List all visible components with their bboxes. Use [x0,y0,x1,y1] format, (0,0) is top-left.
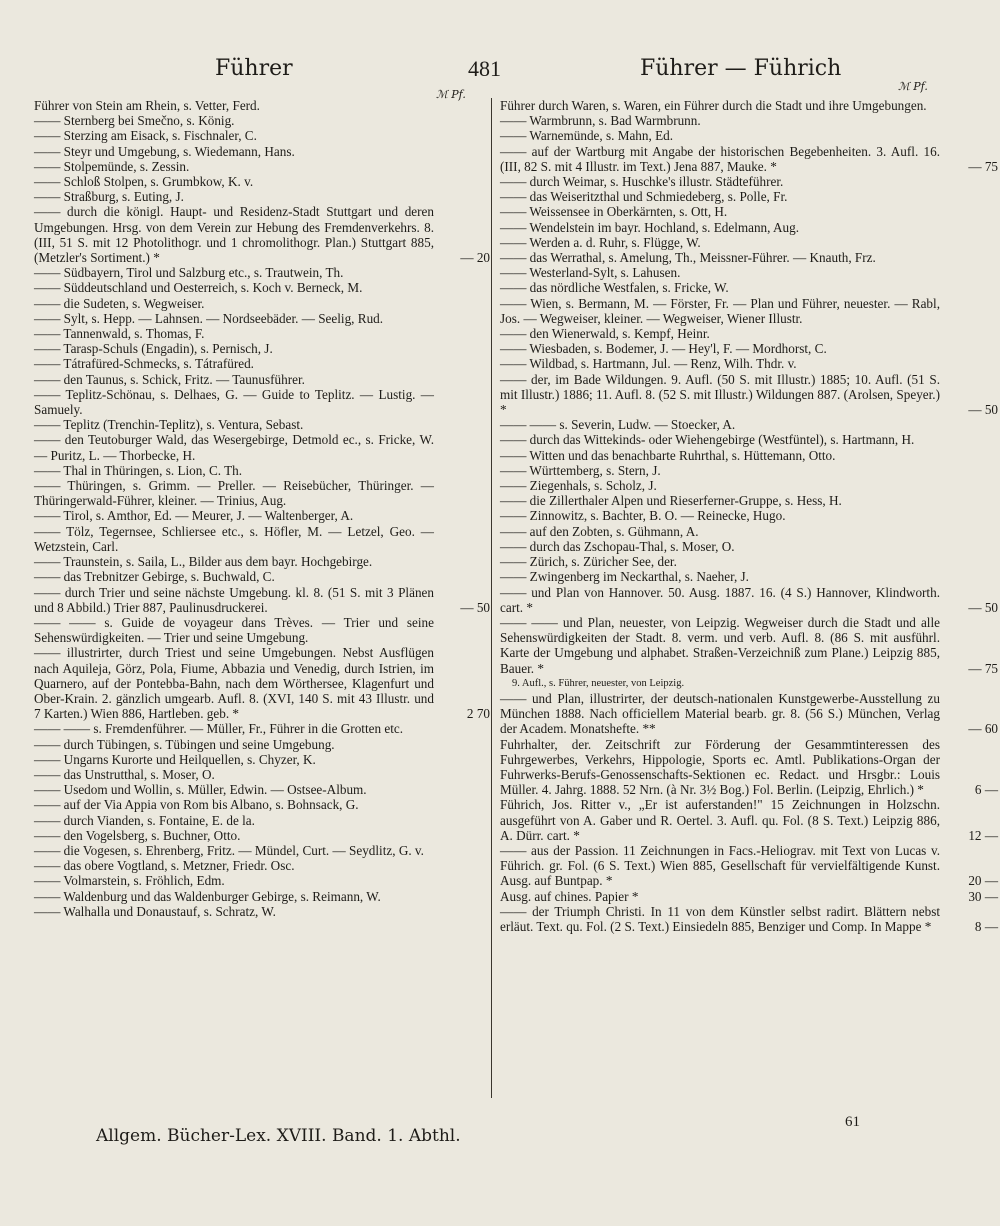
left-column [34,98,490,919]
column-divider [491,98,492,1098]
entry-text: —— Waldenburg und das Waldenburger Gebirge, s. Reimann, W. [34,888,381,904]
catalog-entry [34,417,490,432]
catalog-entry [34,98,490,113]
entry-text: —— auf den Zobten, s. Gühmann, A. [500,523,699,539]
catalog-entry [500,569,940,584]
entry-text: —— illustrirter, durch Triest und seine Umgebungen. Nebst Ausflügen nach Aquileja, Görz, Pola, Fiume, Abbazia und Venedig, durch Istrien, im Quarnero, auf der Pontebba-Bahn, nach dem Wörthersee, Klagenfurt und Ober-Krain. 2. gänzlich umgearb. Aufl. 8. (XVI, 140 S. mit 43 Illustr. und 7 Karten.) Wien 886, Hartleben. geb. * [34,645,434,722]
entry-price: — 50 [968,402,998,418]
entry-price: — 75 [968,660,998,676]
catalog-entry [500,448,940,463]
entry-text: —— Tarasp-Schuls (Engadin), s. Pernisch, J. [34,341,273,357]
entry-text: —— —— s. Guide de voyageur dans Trèves. — Trier und seine Sehenswürdigkeiten. — Trier und seine Umgebung. [34,614,434,646]
entry-text: —— durch die königl. Haupt- und Residenz-Stadt Stuttgart und deren Umgebungen. Hrsg. von dem Verein zur Hebung des Fremdenverkehrs. 8. (III, 51 S. mit 12 Photolithogr. und 1 chromolithogr. Plan.) Stuttgart 885, (Metzler's Sortiment.) * [34,204,434,266]
currency-label-left: ℳ Pf. [436,88,466,101]
entry-text: —— aus der Passion. 11 Zeichnungen in Facs.-Heliograv. mit Text von Lucas v. Führich. gr. Fol. (6 S. Text.) Wien 885, Gesellschaft für vervielfältigende Kunst. Ausg. auf Buntpap. * [500,842,940,889]
catalog-entry [500,493,940,508]
entry-text: —— durch Trier und seine nächste Umgebung. kl. 8. (51 S. mit 3 Plänen und 8 Abbild.) Trier 887, Paulinusdruckerei. [34,584,434,615]
entry-price: 30 — [968,888,998,904]
entry-text: Führer von Stein am Rhein, s. Vetter, Ferd. [34,98,260,113]
catalog-entry [34,174,490,189]
catalog-entry [34,189,490,204]
entry-text: —— Tirol, s. Amthor, Ed. — Meurer, J. — Waltenberger, A. [34,508,354,524]
entry-text: —— Walhalla und Donaustauf, s. Schratz, W. [34,903,276,919]
entry-text: —— Wildbad, s. Hartmann, Jul. — Renz, Wilh. Thdr. v. [500,356,797,372]
footer-signature: Allgem. Bücher-Lex. XVIII. Band. 1. Abthl. [96,1126,461,1146]
entry-text: 9. Aufl., s. Führer, neuester, von Leipzig. [512,677,685,689]
entry-text: —— durch das Wittekinds- oder Wiehengebirge (Westfüntel), s. Hartmann, H. [500,432,915,448]
entry-text: Führer durch Waren, s. Waren, ein Führer durch die Stadt und ihre Umgebungen. [500,98,927,113]
entry-price: 8 — [974,918,998,934]
entry-text: —— das Weiseritzthal und Schmiedeberg, s. Polle, Fr. [500,189,788,205]
catalog-entry [34,204,490,265]
entry-text: —— Thal in Thüringen, s. Lion, C. Th. [34,462,243,478]
entry-text: —— Württemberg, s. Stern, J. [500,462,661,478]
entry-text: —— Weissensee in Oberkärnten, s. Ott, H. [500,204,728,220]
catalog-entry [34,478,490,508]
entry-text: —— Sylt, s. Hepp. — Lahnsen. — Nordseebäder. — Seelig, Rud. [34,310,384,326]
entry-text: —— der, im Bade Wildungen. 9. Aufl. (50 S. mit Illustr.) 1885; 10. Aufl. (51 S. mit Illustr.) 1886; 11. Aufl. 8. (52 S. mit Illustr.) Wildungen 887. (Arolsen, Speyer.) * [500,371,940,418]
entry-text: —— das Werrathal, s. Amelung, Th., Meissner-Führer. — Knauth, Frz. [500,250,876,266]
catalog-entry [34,737,490,752]
catalog-entry [34,508,490,523]
catalog-entry [500,736,998,798]
entry-text: —— durch Vianden, s. Fontaine, E. de la. [34,812,255,828]
catalog-entry [34,721,490,736]
catalog-entry [34,797,490,812]
catalog-entry [500,417,940,432]
catalog-entry [34,326,490,341]
entry-text: —— Zwingenberg im Neckarthal, s. Naeher, J. [500,569,749,585]
catalog-entry [500,508,940,523]
catalog-entry [34,889,490,904]
right-column [500,98,998,934]
catalog-entry [34,432,490,462]
entry-text: —— den Teutoburger Wald, das Wesergebirge, Detmold ec., s. Fricke, W. — Puritz, L. — Thorbecke, H. [34,432,434,463]
entry-text: —— Teplitz (Trenchin-Teplitz), s. Ventura, Sebast. [34,417,304,433]
running-head-right: Führer — Führich [640,56,842,81]
entry-price: — 75 [968,158,998,174]
entry-text: —— Schloß Stolpen, s. Grumbkow, K. v. [34,174,254,190]
catalog-entry [500,797,998,843]
catalog-entry [500,326,940,341]
catalog-entry [34,311,490,326]
catalog-entry [500,888,998,904]
entry-price: — 60 [968,721,998,737]
catalog-entry [500,584,998,615]
entry-text: —— Wien, s. Bermann, M. — Förster, Fr. — Plan und Führer, neuester. — Rabl, Jos. — Wegweiser, kleiner. — Wegweiser, Wiener Illustr. [500,295,940,326]
entry-price: 6 — [974,782,998,798]
entry-text: —— Volmarstein, s. Fröhlich, Edm. [34,873,225,889]
catalog-entry [500,903,998,934]
catalog-entry [500,235,940,250]
entry-text: —— die Sudeten, s. Wegweiser. [34,295,205,311]
entry-text: Fuhrhalter, der. Zeitschrift zur Förderung der Gesammtinteressen des Fuhrgewerbes, Verkehrs, Hippologie, Sports ec. Amtl. Publikations-Organ der Fuhrwerks-Berufs-Genossenschafts-Sektionen ec. Redact. und Hrsgbr.: Louis Müller. 4. Jahrg. 1888. 52 Nrn. (à Nr. 3½ Bog.) Fol. Berlin. (Leipzig, Ehrlich.) * [500,736,940,798]
catalog-entry [34,128,490,143]
page-header [0,56,1000,96]
currency-label-right: ℳ Pf. [898,80,928,93]
entry-text: —— auf der Via Appia von Rom bis Albano, s. Bohnsack, G. [34,797,359,813]
catalog-entry [500,280,940,295]
entry-text: —— Südbayern, Tirol und Salzburg etc., s. Trautwein, Th. [34,265,344,281]
running-head-left: Führer [215,56,293,81]
entry-text: —— und Plan, illustrirter, der deutsch-nationalen Kunstgewerbe-Ausstellung zu München 1888. Nach officiellem Material bearb. gr. 8. (56 S.) München, Verlag der Academ. Monatshefte. ** [500,690,940,737]
entry-text: —— den Wienerwald, s. Kempf, Heinr. [500,326,710,342]
entry-price: 2 70 [466,706,490,722]
catalog-entry [500,554,940,569]
catalog-entry [34,296,490,311]
entry-text: —— das obere Vogtland, s. Metzner, Friedr. Osc. [34,858,295,874]
entry-price: 12 — [968,827,998,843]
catalog-entry [500,341,940,356]
catalog-entry [500,265,940,280]
entry-text: —— die Vogesen, s. Ehrenberg, Fritz. — Mündel, Curt. — Seydlitz, G. v. [34,842,424,858]
page-number: 481 [468,56,501,81]
entry-text: —— das nördliche Westfalen, s. Fricke, W. [500,280,729,296]
entry-text: —— der Triumph Christi. In 11 von dem Künstler selbst radirt. Blättern nebst erläut. Text. qu. Fol. (2 S. Text.) Einsiedeln 885, Benziger und Comp. In Mappe * [500,903,940,934]
entry-text: —— auf der Wartburg mit Angabe der historischen Begebenheiten. 3. Aufl. 16. (III, 82 S. mit 4 Illustr. im Text.) Jena 887, Mauke. * [500,143,940,174]
entry-text: —— den Taunus, s. Schick, Fritz. — Taunusführer. [34,371,305,387]
catalog-entry [500,113,940,128]
catalog-entry [34,752,490,767]
entry-text: —— die Zillerthaler Alpen und Rieserferner-Gruppe, s. Hess, H. [500,493,842,509]
entry-text: —— Westerland-Sylt, s. Lahusen. [500,265,681,281]
entry-text: —— durch das Zschopau-Thal, s. Moser, O. [500,538,735,554]
catalog-entry [500,128,940,143]
entry-text: —— durch Tübingen, s. Tübingen und seine Umgebung. [34,736,335,752]
entry-text: —— Wiesbaden, s. Bodemer, J. — Hey'l, F. — Mordhorst, C. [500,341,827,357]
entry-text: —— den Vogelsberg, s. Buchner, Otto. [34,827,241,843]
catalog-entry [500,842,998,889]
catalog-entry [34,645,490,721]
catalog-entry [34,585,490,615]
catalog-entry [500,539,940,554]
entry-price: — 20 [460,250,490,266]
catalog-entry [500,174,940,189]
catalog-entry [500,524,940,539]
catalog-entry [34,265,490,280]
entry-text: —— durch Weimar, s. Huschke's illustr. Städteführer. [500,174,784,190]
catalog-entry [34,554,490,569]
catalog-entry [34,782,490,797]
entry-text: —— Teplitz-Schönau, s. Delhaes, G. — Guide to Teplitz. — Lustig. — Samuely. [34,386,434,418]
catalog-entry [500,478,940,493]
entry-text: —— Steyr und Umgebung, s. Wiedemann, Hans. [34,143,295,159]
entry-text: —— Witten und das benachbarte Ruhrthal, s. Hüttemann, Otto. [500,447,836,463]
entry-text: —— —— s. Fremdenführer. — Müller, Fr., Führer in die Grotten etc. [34,721,404,737]
catalog-entry [500,614,998,676]
catalog-entry [34,828,490,843]
catalog-entry [500,189,940,204]
catalog-entry [34,387,490,417]
entry-text: —— Zürich, s. Züricher See, der. [500,554,677,570]
entry-text: —— Stolpemünde, s. Zessin. [34,158,190,174]
catalog-entry [500,143,998,174]
entry-text: Ausg. auf chines. Papier * [500,888,639,904]
catalog-entry [34,873,490,888]
entry-text: —— das Trebnitzer Gebirge, s. Buchwald, C. [34,569,275,585]
entry-price: — 50 [968,599,998,615]
entry-text: Führich, Jos. Ritter v., „Er ist auferstanden!" 15 Zeichnungen in Holzschn. ausgeführt von A. Gaber und R. Oertel. 3. Aufl. qu. Fol. (8 S. Text.) Leipzig 886, A. Dürr. cart. * [500,797,940,843]
catalog-entry [500,204,940,219]
entry-text: —— Straßburg, s. Euting, J. [34,189,184,205]
entry-text: —— Warnemünde, s. Mahn, Ed. [500,128,674,144]
catalog-entry [34,341,490,356]
catalog-entry [500,690,998,737]
catalog-entry [34,858,490,873]
entry-text: —— Zinnowitz, s. Bachter, B. O. — Reinecke, Hugo. [500,508,786,524]
entry-text: —— Wendelstein im bayr. Hochland, s. Edelmann, Aug. [500,219,800,235]
catalog-entry [34,813,490,828]
catalog-entry [34,113,490,128]
entry-price: 20 — [968,873,998,889]
entry-text: —— Süddeutschland und Oesterreich, s. Koch v. Berneck, M. [34,280,363,296]
entry-text: —— Werden a. d. Ruhr, s. Flügge, W. [500,234,701,250]
catalog-entry [500,220,940,235]
catalog-entry [500,98,940,113]
catalog-entry [34,524,490,554]
entry-text: —— Tannenwald, s. Thomas, F. [34,326,205,342]
entry-text: —— Usedom und Wollin, s. Müller, Edwin. — Ostsee-Album. [34,782,367,798]
entry-text: —— —— und Plan, neuester, von Leipzig. Wegweiser durch die Stadt und alle Sehenswürdigkeiten der Stadt. 8. verm. und verb. Aufl. 8. (86 S. mit ausführl. Karte der Umgebung und alphabet. Straßen-Verzeichniß zum Plane.) Leipzig 885, Bauer. * [500,614,940,676]
catalog-entry [34,463,490,478]
entry-text: —— Thüringen, s. Grimm. — Preller. — Reisebücher, Thüringer. — Thüringerwald-Führer, kleiner. — Trinius, Aug. [34,478,434,509]
catalog-entry [34,904,490,919]
entry-text: —— —— s. Severin, Ludw. — Stoecker, A. [500,417,736,433]
catalog-entry [34,569,490,584]
entry-text: —— Tátrafüred-Schmecks, s. Tátrafüred. [34,356,254,372]
catalog-entry [500,250,940,265]
catalog-entry [34,159,490,174]
entry-text: —— das Unstrutthal, s. Moser, O. [34,766,215,782]
catalog-entry [34,372,490,387]
catalog-entry [500,432,940,447]
catalog-entry [34,144,490,159]
catalog-entry [34,767,490,782]
catalog-entry [500,676,940,691]
entry-text: —— Sterzing am Eisack, s. Fischnaler, C. [34,128,257,144]
catalog-entry [500,463,940,478]
catalog-entry [500,356,940,371]
entry-text: —— Traunstein, s. Saila, L., Bilder aus dem bayr. Hochgebirge. [34,554,373,570]
entry-text: —— Tölz, Tegernsee, Schliersee etc., s. Höfler, M. — Letzel, Geo. — Wetzstein, Carl. [34,523,434,554]
entry-price: — 50 [460,599,490,615]
entry-text: —— Sternberg bei Smečno, s. König. [34,113,235,129]
catalog-entry [34,615,490,645]
entry-text: —— Ungarns Kurorte und Heilquellen, s. Chyzer, K. [34,751,316,767]
entry-text: —— und Plan von Hannover. 50. Ausg. 1887. 16. (4 S.) Hannover, Klindworth. cart. * [500,584,940,615]
catalog-entry [34,280,490,295]
entry-text: —— Warmbrunn, s. Bad Warmbrunn. [500,113,701,129]
catalog-entry [34,356,490,371]
catalog-entry [500,296,940,326]
entry-text: —— Ziegenhals, s. Scholz, J. [500,478,657,494]
footer-sheet-number: 61 [845,1114,860,1130]
catalog-entry [500,371,998,418]
catalog-entry [34,843,490,858]
